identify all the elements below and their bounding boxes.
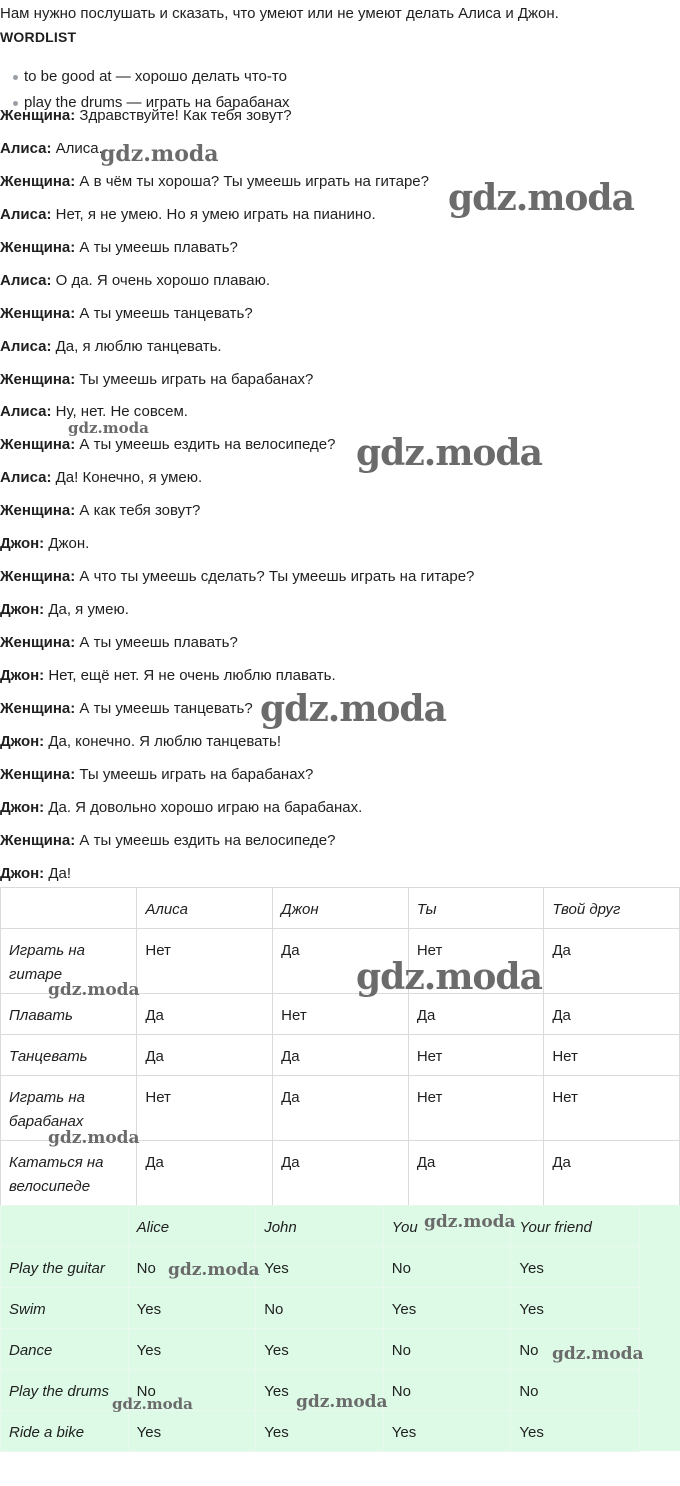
table-header-cell: [1, 1206, 129, 1247]
watermark: gdz.moda: [448, 177, 634, 219]
speaker-name: Алиса:: [0, 205, 52, 223]
table-cell: No: [511, 1370, 640, 1411]
table-cell: Yes: [511, 1288, 640, 1329]
speaker-name: Женщина:: [0, 172, 76, 190]
table-cell: Yes: [128, 1411, 256, 1452]
speaker-name: Женщина:: [0, 107, 76, 124]
table-row: [1, 1035, 680, 1076]
table-cell: Да: [273, 929, 409, 994]
dialogue-text: Нет, я не умею. Но я умею играть на пианино.: [55, 205, 376, 223]
dialogue-line: [0, 632, 680, 665]
table-cell: Да: [544, 929, 680, 994]
dialogue-line: [0, 303, 680, 336]
table-row-label: Плавать: [1, 994, 137, 1035]
table-cell: Да: [137, 1141, 273, 1206]
dialogue-text: А ты умеешь танцевать?: [79, 304, 253, 322]
russian-answer-table: [0, 887, 680, 1206]
table-row-label: Играть на гитаре: [1, 929, 137, 994]
table-row-label: Кататься на велосипеде: [1, 1141, 137, 1206]
table-header-row: [1, 888, 680, 929]
intro-text: Нам нужно послушать и сказать, что умеют или не умеют делать Алиса и Джон.: [0, 5, 559, 22]
dialogue-line: [0, 533, 680, 566]
dialogue-line: [0, 731, 680, 764]
dialogue-text: Да!: [48, 864, 72, 882]
table-cell: No: [383, 1370, 511, 1411]
table-row-label: Ride a bike: [1, 1411, 129, 1452]
watermark: gdz.moda: [112, 1395, 193, 1413]
table-cell: Да: [273, 1035, 409, 1076]
watermark: gdz.moda: [48, 1128, 140, 1148]
speaker-name: Алиса:: [0, 337, 52, 355]
speaker-name: Алиса:: [0, 271, 52, 289]
table-header-row: [1, 1206, 640, 1247]
table-cell: Нет: [408, 1076, 544, 1141]
table-row-label: Танцевать: [1, 1035, 137, 1076]
dialogue-line: [0, 434, 680, 467]
speaker-name: Женщина:: [0, 568, 76, 586]
dialogue-text: Ты умеешь играть на барабанах?: [79, 765, 314, 783]
speaker-name: Женщина:: [0, 831, 76, 849]
table-header-cell: Ты: [408, 888, 544, 929]
wordlist: [0, 64, 680, 111]
dialogue-line: [0, 500, 680, 533]
dialogue-text: А ты умеешь плавать?: [79, 238, 238, 256]
dialogue-line: [0, 566, 680, 599]
table-cell: Нет: [137, 929, 273, 994]
dialogue-line: [0, 830, 680, 863]
dialogue-text: А что ты умеешь сделать? Ты умеешь играть на гитаре?: [79, 568, 475, 586]
table-row-label: Play the guitar: [1, 1247, 129, 1288]
table-cell: Yes: [511, 1247, 640, 1288]
table-row: [1, 1411, 640, 1452]
speaker-name: Женщина:: [0, 699, 76, 717]
dialogue: [0, 105, 680, 896]
speaker-name: Алиса:: [0, 139, 52, 157]
table-header-cell: Джон: [273, 888, 409, 929]
dialogue-text: А в чём ты хороша? Ты умеешь играть на гитаре?: [79, 172, 429, 190]
watermark: gdz.moda: [356, 432, 542, 474]
wordlist-title: WORDLIST: [0, 29, 77, 45]
table-row-label: Dance: [1, 1329, 129, 1370]
table-cell: Нет: [137, 1076, 273, 1141]
table-cell: Нет: [544, 1035, 680, 1076]
table-cell: No: [383, 1247, 511, 1288]
watermark: gdz.moda: [424, 1212, 516, 1232]
table-header-cell: Алиса: [137, 888, 273, 929]
table-cell: No: [383, 1329, 511, 1370]
table-header-cell: Your friend: [511, 1206, 640, 1247]
table-cell: Да: [408, 1141, 544, 1206]
dialogue-line: [0, 797, 680, 830]
watermark: gdz.moda: [48, 980, 140, 1000]
table-header-cell: John: [256, 1206, 384, 1247]
table-cell: Нет: [408, 1035, 544, 1076]
speaker-name: Джон:: [0, 601, 45, 619]
watermark: gdz.moda: [100, 141, 219, 167]
wordlist-item: to be good at — хорошо делать что-то: [0, 64, 680, 90]
table-cell: Yes: [128, 1288, 256, 1329]
speaker-name: Джон:: [0, 666, 45, 684]
dialogue-text: Алиса.: [55, 139, 103, 157]
table-row-label: Play the drums: [1, 1370, 129, 1411]
speaker-name: Женщина:: [0, 634, 76, 651]
table-row-label: Swim: [1, 1288, 129, 1329]
table-cell: Yes: [256, 1370, 384, 1411]
dialogue-text: А ты умеешь танцевать?: [79, 699, 253, 717]
dialogue-text: А ты умеешь ездить на велосипеде?: [79, 436, 336, 454]
speaker-name: Джон:: [0, 798, 45, 816]
table-cell: Yes: [383, 1411, 511, 1452]
table-cell: Нет: [544, 1076, 680, 1141]
table-cell: Yes: [128, 1329, 256, 1370]
table-row: [1, 1247, 640, 1288]
dialogue-text: А как тебя зовут?: [79, 502, 201, 520]
table-cell: Да: [273, 1076, 409, 1141]
table-cell: Да: [544, 994, 680, 1035]
dialogue-text: Да! Конечно, я умею.: [55, 469, 203, 487]
dialogue-line: [0, 369, 680, 402]
dialogue-text: Да, я люблю танцевать.: [55, 337, 222, 355]
dialogue-text: Здравствуйте! Как тебя зовут?: [79, 107, 292, 124]
table-cell: Yes: [256, 1329, 384, 1370]
table-row-label: Играть на барабанах: [1, 1076, 137, 1141]
speaker-name: Алиса:: [0, 469, 52, 487]
table-cell: Yes: [256, 1411, 384, 1452]
speaker-name: Женщина:: [0, 436, 76, 454]
table-cell: Да: [544, 1141, 680, 1206]
table-row: [1, 1288, 640, 1329]
table-cell: No: [511, 1329, 640, 1370]
dialogue-line: [0, 270, 680, 303]
watermark: gdz.moda: [552, 1344, 644, 1364]
dialogue-text: Да, я умею.: [48, 601, 129, 619]
watermark: gdz.moda: [68, 419, 149, 437]
table-header-cell: [1, 888, 137, 929]
table-row: [1, 1329, 640, 1370]
dialogue-line: [0, 237, 680, 270]
dialogue-text: Джон.: [48, 535, 90, 553]
table-cell: No: [128, 1247, 256, 1288]
table-header-cell: Твой друг: [544, 888, 680, 929]
speaker-name: Женщина:: [0, 304, 76, 322]
speaker-name: Женщина:: [0, 370, 76, 388]
speaker-name: Алиса:: [0, 403, 52, 421]
table-cell: No: [256, 1288, 384, 1329]
table-cell: Yes: [511, 1411, 640, 1452]
table-header-cell: You: [383, 1206, 511, 1247]
speaker-name: Женщина:: [0, 238, 76, 256]
table-cell: Yes: [383, 1288, 511, 1329]
dialogue-text: Ну, нет. Не совсем.: [55, 403, 188, 421]
dialogue-text: Да, конечно. Я люблю танцевать!: [48, 732, 282, 750]
speaker-name: Женщина:: [0, 765, 76, 783]
watermark: gdz.moda: [356, 956, 542, 998]
dialogue-line: [0, 105, 680, 138]
dialogue-line: [0, 764, 680, 797]
speaker-name: Женщина:: [0, 502, 76, 520]
dialogue-text: Ты умеешь играть на барабанах?: [79, 370, 314, 388]
speaker-name: Джон:: [0, 732, 45, 750]
table-cell: Нет: [408, 929, 544, 994]
table-cell: Нет: [273, 994, 409, 1035]
dialogue-text: А ты умеешь ездить на велосипеде?: [79, 831, 336, 849]
table-header-cell: Alice: [128, 1206, 256, 1247]
speaker-name: Джон:: [0, 864, 45, 882]
dialogue-text: А ты умеешь плавать?: [79, 634, 238, 651]
wordlist-item: play the drums — играть на барабанах: [0, 90, 680, 116]
table-cell: Да: [137, 1035, 273, 1076]
watermark: gdz.moda: [296, 1392, 388, 1412]
table-cell: Да: [408, 994, 544, 1035]
speaker-name: Джон:: [0, 535, 45, 553]
watermark: gdz.moda: [168, 1260, 260, 1280]
english-table-bg-strip: [640, 1205, 680, 1451]
dialogue-text: Да. Я довольно хорошо играю на барабанах.: [48, 798, 363, 816]
dialogue-line: [0, 599, 680, 632]
table-cell: Yes: [256, 1247, 384, 1288]
english-answer-table: [0, 1205, 640, 1452]
dialogue-line: [0, 336, 680, 369]
watermark: gdz.moda: [260, 688, 446, 730]
table-row: [1, 1141, 680, 1206]
table-cell: Да: [137, 994, 273, 1035]
dialogue-text: О да. Я очень хорошо плаваю.: [55, 271, 271, 289]
table-cell: No: [128, 1370, 256, 1411]
dialogue-text: Нет, ещё нет. Я не очень люблю плавать.: [48, 666, 336, 684]
table-cell: Да: [273, 1141, 409, 1206]
dialogue-line: [0, 467, 680, 500]
